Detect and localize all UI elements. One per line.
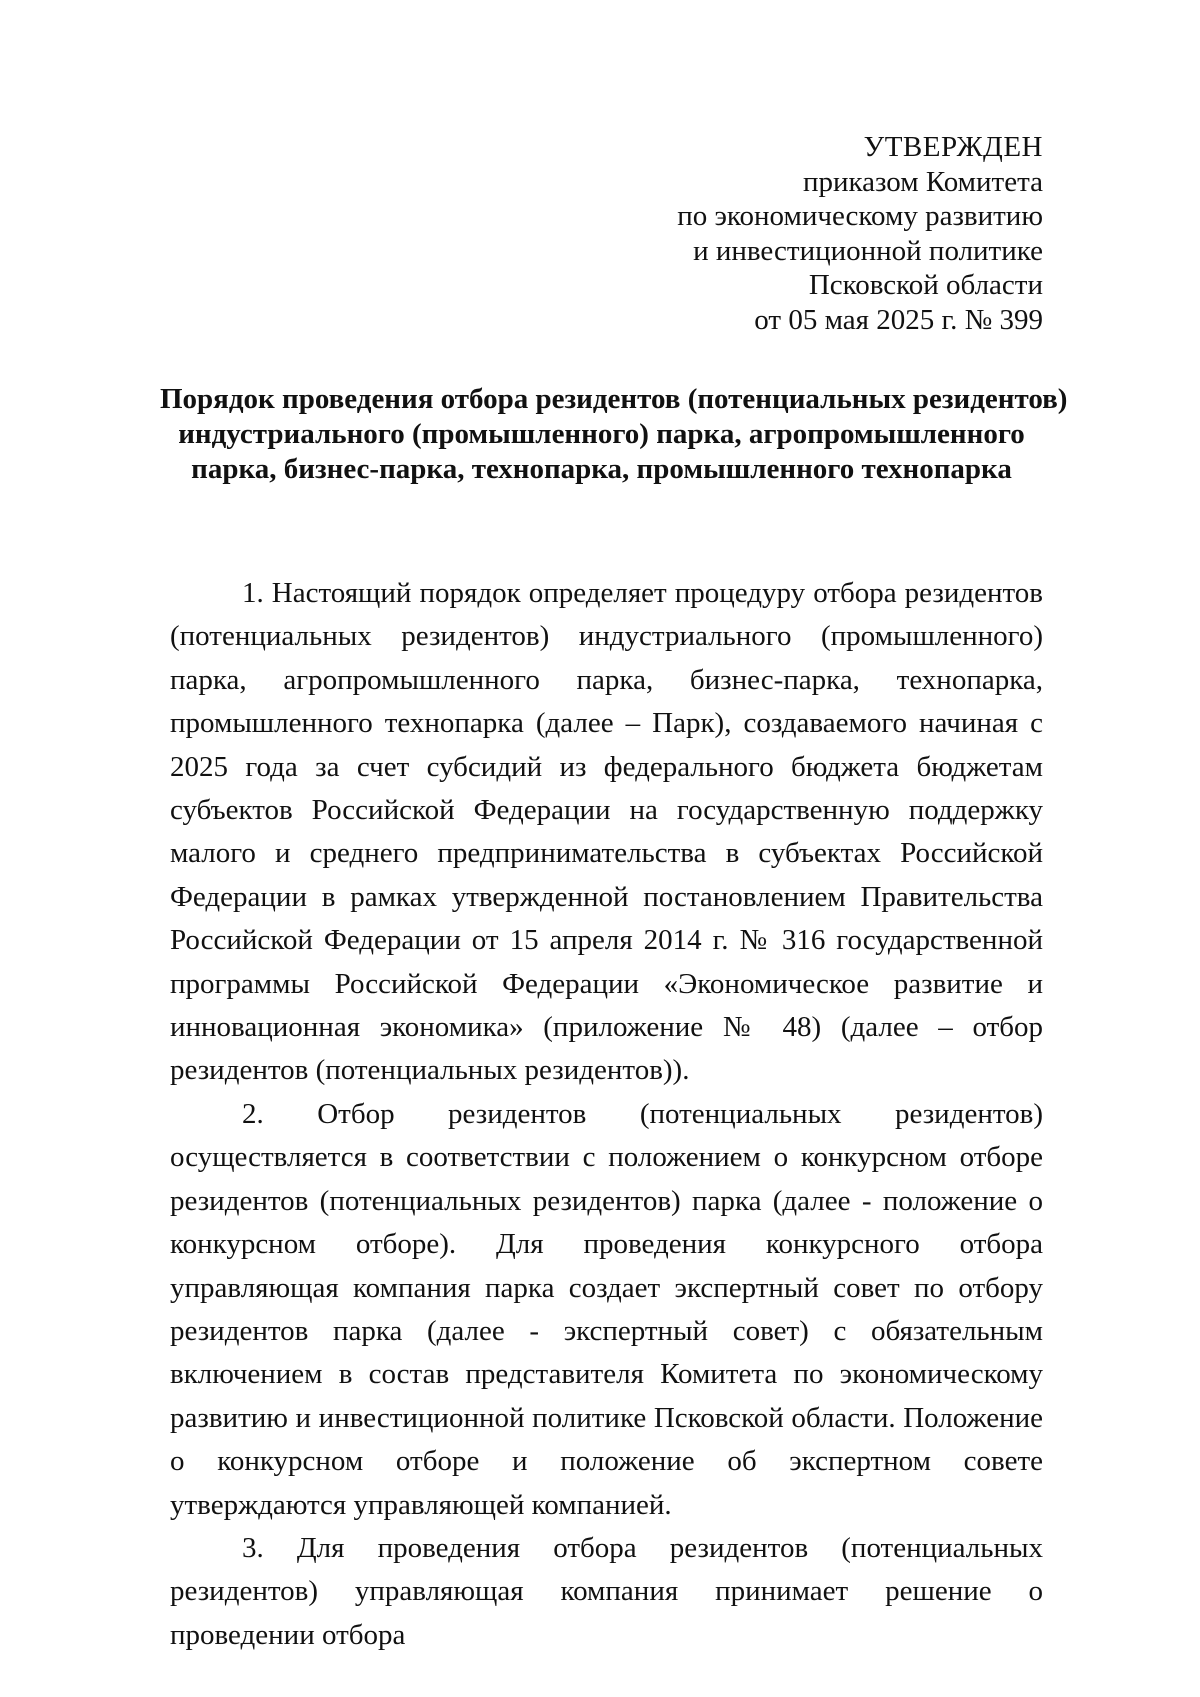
- approval-line-region: Псковской области: [808, 269, 1043, 301]
- title-line-2: индустриального (промышленного) парка, агропромышленного: [178, 418, 1025, 450]
- paragraph-1: 1. Настоящий порядок определяет процедуру отбора резидентов (потенциальных резидентов) индустриального (промышленного) парка, агропромышленного парка, бизнес-парка, технопарка, промышленного технопарка (далее – Парк), создаваемого начиная с 2025 года за счет субсидий из федерального бюджета бюджетам субъектов Российской Федерации на государственную поддержку малого и среднего предпринимательства в субъектах Российской Федерации в рамках утвержденной постановлением Правительства Российской Федерации от 15 апреля 2014 г. № 316 государственной программы Российской Федерации «Экономическое развитие и инновационная экономика» (приложение № 48) (далее – отбор резидентов (потенциальных резидентов)).: [170, 577, 1043, 1087]
- document-body: [170, 572, 1043, 1657]
- approved-heading: УТВЕРЖДЕН: [863, 131, 1043, 163]
- title-line-1: Порядок проведения отбора резидентов (потенциальных резидентов): [160, 383, 1068, 415]
- title-line-3: парка, бизнес-парка, технопарка, промышленного технопарка: [191, 453, 1012, 485]
- paragraph-2: 2. Отбор резидентов (потенциальных резидентов) осуществляется в соответствии с положением о конкурсном отборе резидентов (потенциальных резидентов) парка (далее - положение о конкурсном отборе). Для проведения конкурсного отбора управляющая компания парка создает экспертный совет по отбору резидентов парка (далее - экспертный совет) с обязательным включением в состав представителя Комитета по экономическому развитию и инвестиционной политике Псковской области. Положение о конкурсном отборе и положение об экспертном совете утверждаются управляющей компанией.: [170, 1097, 1043, 1521]
- approval-line-policy: и инвестиционной политике: [693, 234, 1043, 267]
- approval-stamp-block: [443, 130, 1043, 337]
- approval-line-date-number: от 05 мая 2025 г. № 399: [754, 303, 1043, 336]
- paragraph-3: 3. Для проведения отбора резидентов (потенциальных резидентов) управляющая компания принимает решение о проведении отбора: [170, 1531, 1043, 1651]
- approval-line-committee: по экономическому развитию: [677, 200, 1043, 232]
- approval-line-order: приказом Комитета: [802, 165, 1043, 198]
- document-title: [160, 382, 1068, 487]
